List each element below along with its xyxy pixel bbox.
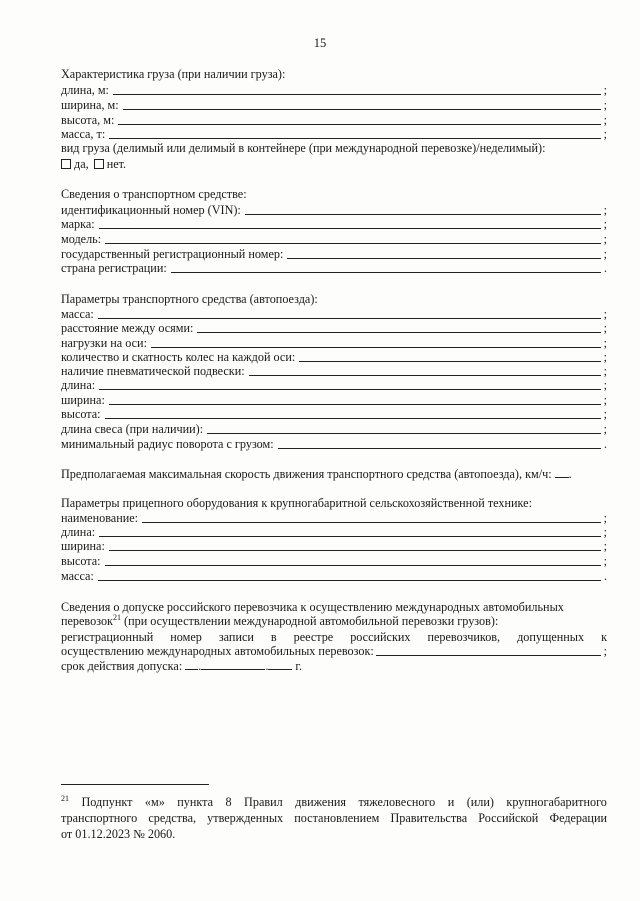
trailer-length-field[interactable]: длина: ; bbox=[61, 525, 607, 539]
date-month[interactable] bbox=[201, 660, 265, 670]
field-label: минимальный радиус поворота с грузом: bbox=[61, 437, 274, 451]
cargo-width-field[interactable]: ширина, м: ; bbox=[61, 98, 607, 112]
footnote-separator bbox=[61, 784, 209, 785]
field-label: ширина: bbox=[61, 539, 105, 553]
trailer-name-field[interactable]: наименование: ; bbox=[61, 511, 607, 525]
params-radius-field[interactable]: минимальный радиус поворота с грузом: . bbox=[61, 437, 607, 451]
footnote-ref: 21 bbox=[112, 612, 121, 622]
trailer-height-field[interactable]: высота: ; bbox=[61, 554, 607, 568]
params-mass-field[interactable]: масса: ; bbox=[61, 307, 607, 321]
field-label: модель: bbox=[61, 232, 102, 246]
vehicle-model-field[interactable]: модель: ; bbox=[61, 232, 607, 246]
field-label: марка: bbox=[61, 217, 95, 231]
cargo-heading: Характеристика груза (при наличии груза): bbox=[61, 67, 286, 81]
field-label: государственный регистрационный номер: bbox=[61, 247, 284, 261]
params-width-field[interactable]: ширина: ; bbox=[61, 393, 607, 407]
field-label: длина: bbox=[61, 525, 96, 539]
page-number: 15 bbox=[313, 36, 327, 50]
cargo-type-label: вид груза (делимый или делимый в контейнере (при международной перевозке)/неделимый): bbox=[61, 141, 546, 155]
params-overhang-field[interactable]: длина свеса (при наличии): ; bbox=[61, 422, 607, 436]
footnote-marker: 21 bbox=[61, 793, 69, 803]
vehicle-vin-field[interactable]: идентификационный номер (VIN): ; bbox=[61, 203, 607, 217]
params-length-field[interactable]: длина: ; bbox=[61, 378, 607, 392]
field-label: ширина: bbox=[61, 393, 105, 407]
trailer-heading: Параметры прицепного оборудования к крупногабаритной сельскохозяйственной технике: bbox=[61, 496, 532, 510]
field-label: масса: bbox=[61, 569, 94, 583]
field-label: страна регистрации: bbox=[61, 261, 167, 275]
trailer-width-field[interactable]: ширина: ; bbox=[61, 539, 607, 553]
field-label: длина свеса (при наличии): bbox=[61, 422, 204, 436]
field-label: высота: bbox=[61, 407, 101, 421]
field-label: высота: bbox=[61, 554, 101, 568]
date-day[interactable] bbox=[185, 660, 198, 670]
params-height-field[interactable]: высота: ; bbox=[61, 407, 607, 421]
params-pneumatic-field[interactable]: наличие пневматической подвески: ; bbox=[61, 364, 607, 378]
speed-field[interactable]: Предполагаемая максимальная скорость движения транспортного средства (автопоезда), км/ч: . bbox=[61, 467, 572, 481]
checkbox-no[interactable] bbox=[94, 159, 104, 169]
validity-label: срок действия допуска: bbox=[61, 659, 183, 673]
vehicle-heading: Сведения о транспортном средстве: bbox=[61, 187, 247, 201]
field-label: расстояние между осями: bbox=[61, 321, 194, 335]
option-yes-label: да, bbox=[74, 157, 89, 171]
field-label: длина, м: bbox=[61, 83, 109, 97]
params-axle-loads-field[interactable]: нагрузки на оси: ; bbox=[61, 336, 607, 350]
params-heading: Параметры транспортного средства (автопоезда): bbox=[61, 292, 318, 306]
admission-reg-field[interactable]: осуществлению международных автомобильных перевозок: ; bbox=[61, 644, 607, 658]
field-label: наименование: bbox=[61, 511, 139, 525]
footnote-line2: транспортного средства, утвержденных постановлением Правительства Российской Федерации bbox=[61, 811, 607, 825]
field-label: высота, м: bbox=[61, 113, 115, 127]
cargo-length-field[interactable]: длина, м: ; bbox=[61, 83, 607, 97]
admission-validity-field[interactable]: срок действия допуска: . . г. bbox=[61, 659, 303, 673]
field-label: масса, т: bbox=[61, 127, 106, 141]
trailer-mass-field[interactable]: масса: . bbox=[61, 569, 607, 583]
cargo-height-field[interactable]: высота, м: ; bbox=[61, 113, 607, 127]
field-label: нагрузки на оси: bbox=[61, 336, 147, 350]
cargo-type-options bbox=[61, 156, 607, 172]
vehicle-plate-field[interactable]: государственный регистрационный номер: ; bbox=[61, 247, 607, 261]
params-axle-distance-field[interactable]: расстояние между осями: ; bbox=[61, 321, 607, 335]
admission-heading-line2: перевозок$^{21}$ (при осуществлении международной автомобильной перевозки грузов): bbox=[61, 612, 499, 628]
cargo-mass-field[interactable]: масса, т: ; bbox=[61, 127, 607, 141]
field-label: масса: bbox=[61, 307, 94, 321]
option-no-label: нет. bbox=[106, 157, 127, 171]
checkbox-yes[interactable] bbox=[61, 159, 71, 169]
admission-heading-line1: Сведения о допуске российского перевозчика к осуществлению международных автомобильных bbox=[61, 600, 564, 614]
params-wheels-field[interactable]: количество и скатность колес на каждой оси: ; bbox=[61, 350, 607, 364]
field-label: идентификационный номер (VIN): bbox=[61, 203, 241, 217]
field-label: ширина, м: bbox=[61, 98, 119, 112]
vehicle-brand-field[interactable]: марка: ; bbox=[61, 217, 607, 231]
date-year[interactable] bbox=[268, 660, 292, 670]
footnote-line3: от 01.12.2023 № 2060. bbox=[61, 827, 176, 841]
field-label: наличие пневматической подвески: bbox=[61, 364, 245, 378]
field-label: количество и скатность колес на каждой оси: bbox=[61, 350, 296, 364]
admission-reg-line1: регистрационный номер записи в реестре российских перевозчиков, допущенных к bbox=[61, 630, 607, 644]
field-label: осуществлению международных автомобильных перевозок: bbox=[61, 644, 374, 658]
field-label: длина: bbox=[61, 378, 96, 392]
footnote-line1: $^{21}$ Подпункт «м» пункта 8 Правил движения тяжеловесного и (или) крупногабаритного bbox=[61, 793, 607, 809]
vehicle-country-field[interactable]: страна регистрации: . bbox=[61, 261, 607, 275]
speed-label: Предполагаемая максимальная скорость движения транспортного средства (автопоезда), км/ч: bbox=[61, 467, 552, 481]
